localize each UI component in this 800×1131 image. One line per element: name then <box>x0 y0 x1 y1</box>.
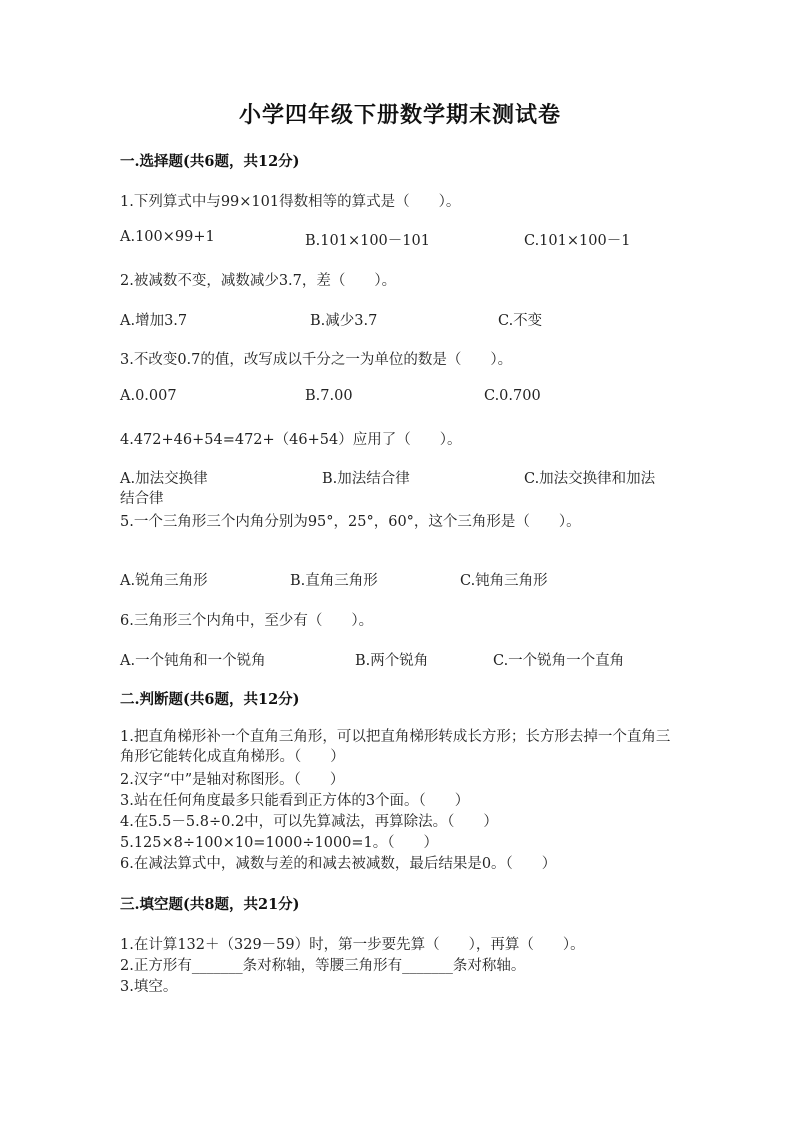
choice-3-option-c: C.0.700 <box>484 388 541 404</box>
choice-2-option-b: B.减少3.7 <box>310 313 378 329</box>
choice-2-option-a: A.增加3.7 <box>120 313 188 329</box>
choice-question-6: 6.三角形三个内角中，至少有（ ）。 <box>120 613 374 629</box>
judge-statement-6: 6.在减法算式中，减数与差的和减去被减数，最后结果是0。（ ） <box>120 856 557 872</box>
choice-3-option-b: B.7.00 <box>305 388 353 404</box>
choice-5-option-b: B.直角三角形 <box>290 573 378 589</box>
section-heading-fill: 三.填空题(共8题，共21分) <box>120 896 300 913</box>
choice-4-option-c-continued: 结合律 <box>120 491 164 507</box>
judge-statement-1: 1.把直角梯形补一个直角三角形，可以把直角梯形转成长方形；长方形去掉一个直角三角形它能转化成直角梯形。（ ） <box>120 729 671 765</box>
choice-question-1: 1.下列算式中与99×101得数相等的算式是（ ）。 <box>120 194 461 210</box>
choice-6-option-b: B.两个锐角 <box>355 653 429 669</box>
choice-1-option-c: C.101×100－1 <box>524 233 631 249</box>
choice-6-option-a: A.一个钝角和一个锐角 <box>120 653 266 669</box>
choice-1-option-a: A.100×99+1 <box>120 229 215 245</box>
choice-5-option-c: C.钝角三角形 <box>460 573 548 589</box>
section-heading-choice: 一.选择题(共6题，共12分) <box>120 153 300 170</box>
choice-question-5: 5.一个三角形三个内角分别为95°，25°，60°，这个三角形是（ ）。 <box>120 514 581 530</box>
page-title: 小学四年级下册数学期末测试卷 <box>238 102 561 128</box>
fill-question-3: 3.填空。 <box>120 979 178 995</box>
fill-question-1: 1.在计算132＋（329－59）时，第一步要先算（ ），再算（ ）。 <box>120 937 585 953</box>
choice-4-option-c: C.加法交换律和加法 <box>524 471 656 487</box>
section-heading-judge: 二.判断题(共6题，共12分) <box>120 691 300 708</box>
choice-6-option-c: C.一个锐角一个直角 <box>493 653 625 669</box>
choice-2-option-c: C.不变 <box>498 313 543 329</box>
judge-statement-5: 5.125×8÷100×10=1000÷1000=1。（ ） <box>120 835 439 851</box>
choice-5-option-a: A.锐角三角形 <box>120 573 208 589</box>
choice-3-option-a: A.0.007 <box>120 388 177 404</box>
judge-statement-4: 4.在5.5－5.8÷0.2中，可以先算减法，再算除法。（ ） <box>120 814 498 830</box>
choice-question-3: 3.不改变0.7的值，改写成以千分之一为单位的数是（ ）。 <box>120 352 513 368</box>
choice-4-option-b: B.加法结合律 <box>322 471 410 487</box>
choice-4-option-a: A.加法交换律 <box>120 471 208 487</box>
choice-1-option-b: B.101×100－101 <box>305 233 430 249</box>
judge-statement-3: 3.站在任何角度最多只能看到正方体的3个面。（ ） <box>120 793 470 809</box>
choice-question-4: 4.472+46+54=472+（46+54）应用了（ ）。 <box>120 432 462 448</box>
fill-question-2: 2.正方形有_______条对称轴，等腰三角形有_______条对称轴。 <box>120 958 526 974</box>
choice-question-2: 2.被减数不变，减数减少3.7，差（ ）。 <box>120 273 397 289</box>
judge-statement-2: 2.汉字“中”是轴对称图形。（ ） <box>120 772 345 788</box>
